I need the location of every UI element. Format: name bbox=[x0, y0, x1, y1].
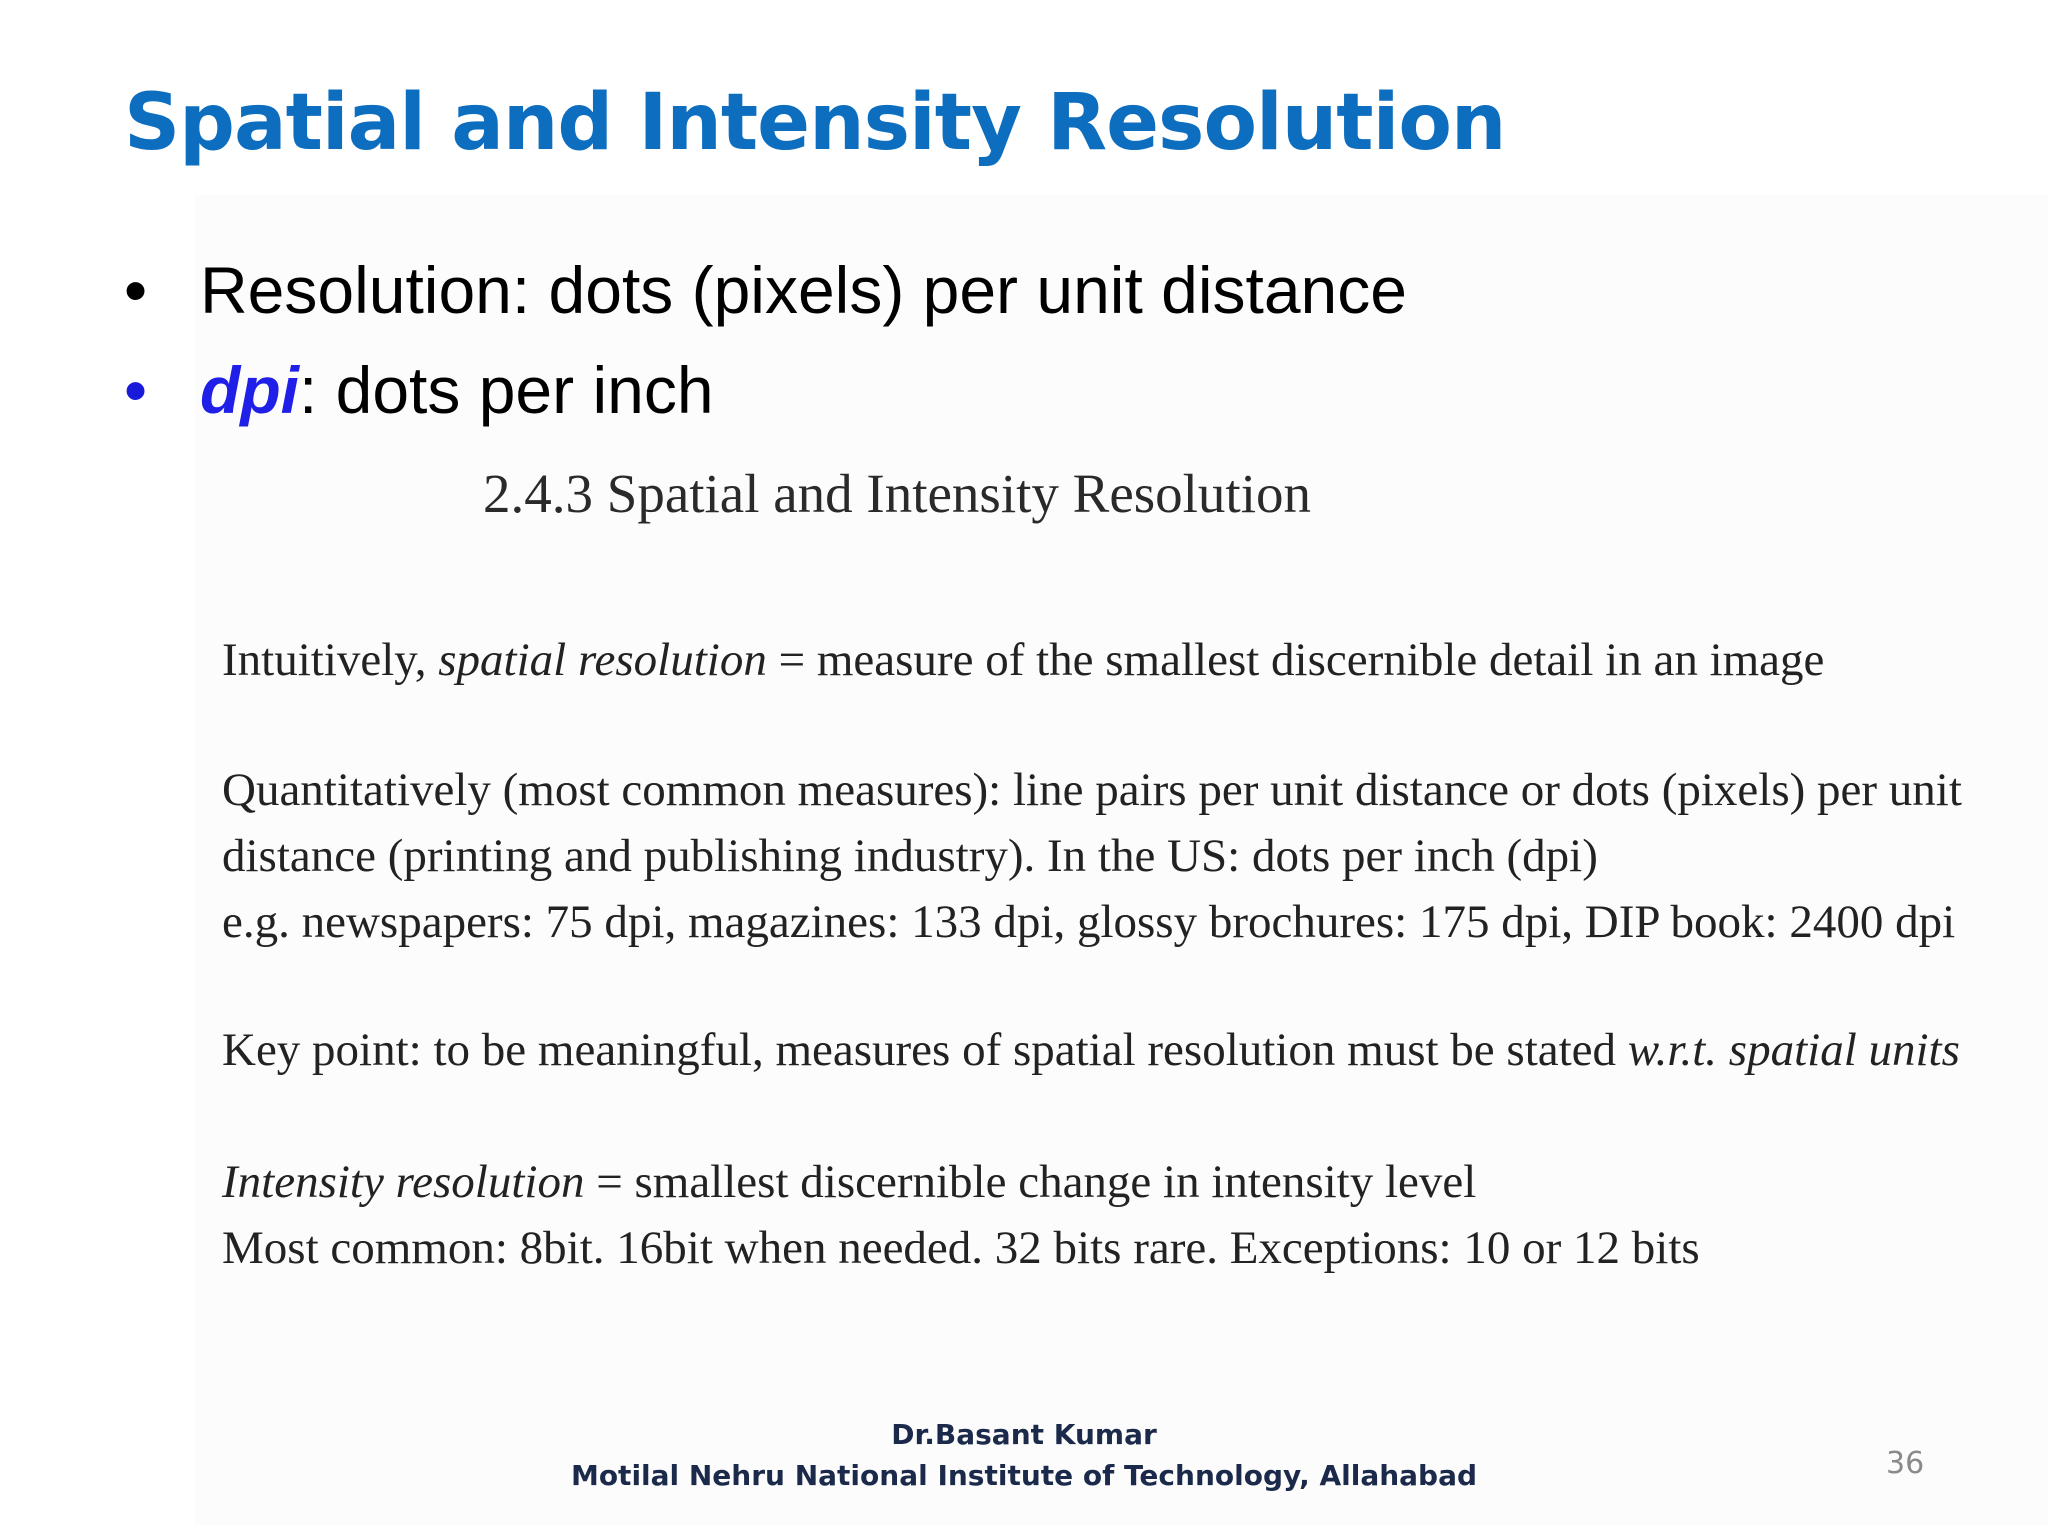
bullet-term-dpi: dpi bbox=[200, 353, 299, 427]
bullet-text: : dots per inch bbox=[298, 353, 714, 427]
footer-author: Dr.Basant Kumar bbox=[891, 1418, 1157, 1451]
para-line: Quantitatively (most common measures): line pairs per unit distance or dots (pixels) per unit bbox=[222, 764, 1962, 816]
para-emphasis: Intensity resolution bbox=[222, 1156, 585, 1208]
slide-footer bbox=[0, 1414, 2048, 1496]
bullet-item-dpi bbox=[124, 350, 1407, 450]
para-rest: = smallest discernible change in intensity level bbox=[584, 1156, 1477, 1208]
excerpt-paragraph-spatial bbox=[222, 627, 1824, 693]
para-lead: Key point: to be meaningful, measures of spatial resolution must be stated bbox=[222, 1024, 1628, 1076]
page-number: 36 bbox=[1886, 1446, 1925, 1481]
excerpt-heading: 2.4.3 Spatial and Intensity Resolution bbox=[483, 463, 1311, 524]
bullet-list bbox=[124, 250, 1407, 450]
para-line: Most common: 8bit. 16bit when needed. 32 bits rare. Exceptions: 10 or 12 bits bbox=[222, 1222, 1700, 1274]
bullet-dot: • bbox=[124, 253, 148, 327]
para-line: distance (printing and publishing industry). In the US: dots per inch (dpi) bbox=[222, 830, 1598, 882]
para-line: e.g. newspapers: 75 dpi, magazines: 133 dpi, glossy brochures: 175 dpi, DIP book: 2400 dpi bbox=[222, 896, 1956, 948]
bullet-item-resolution bbox=[124, 250, 1407, 350]
excerpt-paragraph-quantitative bbox=[222, 757, 1962, 955]
bullet-text: Resolution: dots (pixels) per unit distance bbox=[200, 253, 1407, 327]
slide-title: Spatial and Intensity Resolution bbox=[124, 78, 1506, 168]
para-lead: Intuitively, bbox=[222, 634, 439, 686]
excerpt-paragraph-key-point bbox=[222, 1017, 1960, 1083]
bullet-dot: • bbox=[124, 353, 148, 427]
para-rest: = measure of the smallest discernible detail in an image bbox=[766, 634, 1825, 686]
para-emphasis: w.r.t. spatial units bbox=[1627, 1024, 1960, 1076]
footer-institution: Motilal Nehru National Institute of Technology, Allahabad bbox=[570, 1459, 1478, 1492]
para-emphasis: spatial resolution bbox=[438, 634, 767, 686]
excerpt-paragraph-intensity bbox=[222, 1149, 1700, 1281]
